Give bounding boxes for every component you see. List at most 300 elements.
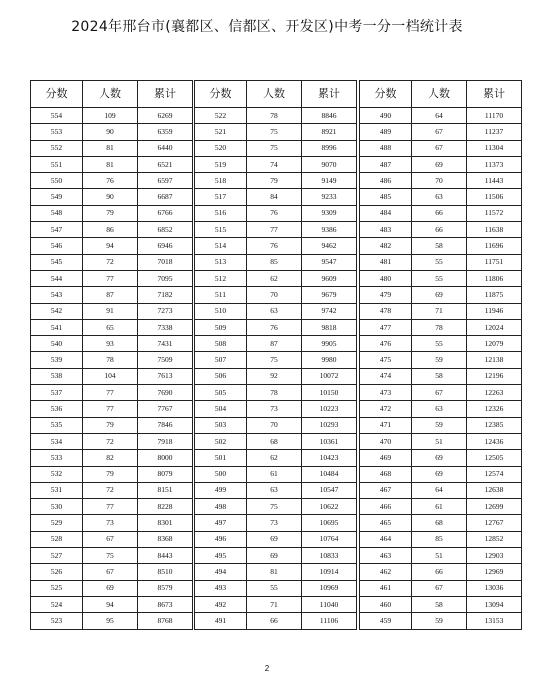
cumulative-cell: 9547 <box>302 254 357 270</box>
count-cell: 69 <box>83 580 138 596</box>
count-cell: 79 <box>247 173 302 189</box>
table-row <box>31 482 193 498</box>
table-row <box>360 336 522 352</box>
table-row <box>360 433 522 449</box>
table-row <box>360 368 522 384</box>
score-cell: 519 <box>195 156 247 172</box>
cumulative-cell: 10150 <box>302 385 357 401</box>
table-row <box>195 564 357 580</box>
score-cell: 462 <box>360 564 412 580</box>
count-cell: 81 <box>83 140 138 156</box>
count-cell: 81 <box>83 156 138 172</box>
cumulative-cell: 11237 <box>467 124 522 140</box>
score-cell: 533 <box>31 450 83 466</box>
count-cell: 90 <box>83 124 138 140</box>
score-cell: 510 <box>195 303 247 319</box>
score-cell: 471 <box>360 417 412 433</box>
page-title: 2024年邢台市(襄都区、信都区、开发区)中考一分一档统计表 <box>71 19 463 35</box>
count-cell: 87 <box>83 287 138 303</box>
cumulative-cell: 11106 <box>302 613 357 629</box>
count-cell: 51 <box>412 433 467 449</box>
count-cell: 92 <box>247 368 302 384</box>
header-cumulative: 累计 <box>467 81 522 108</box>
table-row <box>360 417 522 433</box>
cumulative-cell: 10484 <box>302 466 357 482</box>
cumulative-cell: 10695 <box>302 515 357 531</box>
count-cell: 62 <box>247 270 302 286</box>
cumulative-cell: 12903 <box>467 548 522 564</box>
score-cell: 491 <box>195 613 247 629</box>
table-header-row <box>195 81 357 108</box>
cumulative-cell: 11506 <box>467 189 522 205</box>
table-row <box>195 156 357 172</box>
table-row <box>195 319 357 335</box>
table-row <box>195 270 357 286</box>
score-cell: 473 <box>360 385 412 401</box>
count-cell: 67 <box>83 564 138 580</box>
table-row <box>360 108 522 124</box>
table-row <box>195 499 357 515</box>
score-table-2 <box>194 80 357 630</box>
count-cell: 62 <box>247 450 302 466</box>
count-cell: 95 <box>83 613 138 629</box>
cumulative-cell: 11751 <box>467 254 522 270</box>
score-cell: 492 <box>195 596 247 612</box>
score-cell: 554 <box>31 108 83 124</box>
header-score: 分数 <box>195 81 247 108</box>
score-cell: 553 <box>31 124 83 140</box>
count-cell: 76 <box>247 319 302 335</box>
table-row <box>31 531 193 547</box>
cumulative-cell: 11696 <box>467 238 522 254</box>
table-row <box>195 613 357 629</box>
cumulative-cell: 9980 <box>302 352 357 368</box>
score-cell: 529 <box>31 515 83 531</box>
score-cell: 489 <box>360 124 412 140</box>
count-cell: 55 <box>412 336 467 352</box>
score-cell: 466 <box>360 499 412 515</box>
score-cell: 537 <box>31 385 83 401</box>
table-row <box>360 580 522 596</box>
cumulative-cell: 7095 <box>138 270 193 286</box>
cumulative-cell: 10423 <box>302 450 357 466</box>
score-cell: 493 <box>195 580 247 596</box>
score-cell: 507 <box>195 352 247 368</box>
count-cell: 73 <box>247 515 302 531</box>
count-cell: 65 <box>83 319 138 335</box>
table-row <box>195 140 357 156</box>
score-cell: 468 <box>360 466 412 482</box>
cumulative-cell: 11040 <box>302 596 357 612</box>
count-cell: 66 <box>412 205 467 221</box>
cumulative-cell: 6440 <box>138 140 193 156</box>
score-cell: 499 <box>195 482 247 498</box>
count-cell: 67 <box>83 531 138 547</box>
table-row <box>195 596 357 612</box>
score-cell: 480 <box>360 270 412 286</box>
table-header-row <box>31 81 193 108</box>
cumulative-cell: 10833 <box>302 548 357 564</box>
score-cell: 474 <box>360 368 412 384</box>
score-cell: 475 <box>360 352 412 368</box>
score-cell: 531 <box>31 482 83 498</box>
table-row <box>195 368 357 384</box>
table-row <box>195 205 357 221</box>
cumulative-cell: 11443 <box>467 173 522 189</box>
table-row <box>31 108 193 124</box>
table-row <box>31 222 193 238</box>
score-cell: 506 <box>195 368 247 384</box>
score-cell: 497 <box>195 515 247 531</box>
table-row <box>195 482 357 498</box>
count-cell: 67 <box>412 124 467 140</box>
count-cell: 69 <box>412 450 467 466</box>
cumulative-cell: 11806 <box>467 270 522 286</box>
table-row <box>195 580 357 596</box>
count-cell: 68 <box>412 515 467 531</box>
count-cell: 82 <box>83 450 138 466</box>
count-cell: 93 <box>83 336 138 352</box>
cumulative-cell: 9233 <box>302 189 357 205</box>
table-row <box>360 287 522 303</box>
score-cell: 481 <box>360 254 412 270</box>
score-cell: 469 <box>360 450 412 466</box>
cumulative-cell: 6359 <box>138 124 193 140</box>
table-row <box>360 596 522 612</box>
table-row <box>360 319 522 335</box>
score-cell: 523 <box>31 613 83 629</box>
count-cell: 55 <box>412 254 467 270</box>
score-cell: 539 <box>31 352 83 368</box>
count-cell: 94 <box>83 596 138 612</box>
table-row <box>31 238 193 254</box>
score-cell: 463 <box>360 548 412 564</box>
cumulative-cell: 7509 <box>138 352 193 368</box>
cumulative-cell: 9070 <box>302 156 357 172</box>
cumulative-cell: 12969 <box>467 564 522 580</box>
table-row <box>195 222 357 238</box>
score-cell: 540 <box>31 336 83 352</box>
table-row <box>31 433 193 449</box>
table-row <box>360 205 522 221</box>
table-row <box>195 108 357 124</box>
score-cell: 535 <box>31 417 83 433</box>
score-cell: 484 <box>360 205 412 221</box>
cumulative-cell: 12767 <box>467 515 522 531</box>
table-row <box>195 352 357 368</box>
count-cell: 70 <box>247 287 302 303</box>
header-cumulative: 累计 <box>302 81 357 108</box>
table-row <box>31 173 193 189</box>
count-cell: 72 <box>83 254 138 270</box>
score-cell: 522 <box>195 108 247 124</box>
score-cell: 498 <box>195 499 247 515</box>
count-cell: 67 <box>412 580 467 596</box>
count-cell: 72 <box>83 433 138 449</box>
table-row <box>360 238 522 254</box>
cumulative-cell: 12436 <box>467 433 522 449</box>
table-row <box>31 466 193 482</box>
count-cell: 77 <box>83 270 138 286</box>
count-cell: 74 <box>247 156 302 172</box>
score-cell: 504 <box>195 401 247 417</box>
count-cell: 73 <box>247 401 302 417</box>
count-cell: 85 <box>247 254 302 270</box>
table-row <box>360 222 522 238</box>
score-table-3 <box>359 80 522 630</box>
cumulative-cell: 12326 <box>467 401 522 417</box>
score-cell: 513 <box>195 254 247 270</box>
table-row <box>360 613 522 629</box>
score-cell: 509 <box>195 319 247 335</box>
score-cell: 544 <box>31 270 83 286</box>
score-cell: 472 <box>360 401 412 417</box>
score-cell: 521 <box>195 124 247 140</box>
score-cell: 461 <box>360 580 412 596</box>
score-cell: 482 <box>360 238 412 254</box>
cumulative-cell: 10223 <box>302 401 357 417</box>
score-cell: 517 <box>195 189 247 205</box>
score-cell: 511 <box>195 287 247 303</box>
score-cell: 518 <box>195 173 247 189</box>
cumulative-cell: 10293 <box>302 417 357 433</box>
score-cell: 543 <box>31 287 83 303</box>
count-cell: 70 <box>247 417 302 433</box>
cumulative-cell: 9818 <box>302 319 357 335</box>
cumulative-cell: 9309 <box>302 205 357 221</box>
cumulative-cell: 7767 <box>138 401 193 417</box>
cumulative-cell: 7273 <box>138 303 193 319</box>
count-cell: 87 <box>247 336 302 352</box>
cumulative-cell: 12699 <box>467 499 522 515</box>
header-count: 人数 <box>412 81 467 108</box>
count-cell: 63 <box>247 482 302 498</box>
score-cell: 512 <box>195 270 247 286</box>
count-cell: 77 <box>83 401 138 417</box>
count-cell: 68 <box>247 433 302 449</box>
table-row <box>360 124 522 140</box>
cumulative-cell: 12079 <box>467 336 522 352</box>
cumulative-cell: 7182 <box>138 287 193 303</box>
score-cell: 545 <box>31 254 83 270</box>
count-cell: 104 <box>83 368 138 384</box>
table-row <box>31 319 193 335</box>
cumulative-cell: 8579 <box>138 580 193 596</box>
table-row <box>195 548 357 564</box>
count-cell: 78 <box>247 385 302 401</box>
table-row <box>31 515 193 531</box>
cumulative-cell: 8510 <box>138 564 193 580</box>
score-cell: 496 <box>195 531 247 547</box>
count-cell: 85 <box>412 531 467 547</box>
score-cell: 524 <box>31 596 83 612</box>
table-row <box>195 303 357 319</box>
table-row <box>360 466 522 482</box>
count-cell: 51 <box>412 548 467 564</box>
header-score: 分数 <box>31 81 83 108</box>
table-row <box>360 140 522 156</box>
count-cell: 69 <box>247 548 302 564</box>
cumulative-cell: 10914 <box>302 564 357 580</box>
table-row <box>360 499 522 515</box>
table-row <box>31 564 193 580</box>
score-cell: 541 <box>31 319 83 335</box>
cumulative-cell: 7018 <box>138 254 193 270</box>
cumulative-cell: 10622 <box>302 499 357 515</box>
score-cell: 486 <box>360 173 412 189</box>
cumulative-cell: 11373 <box>467 156 522 172</box>
count-cell: 79 <box>83 417 138 433</box>
cumulative-cell: 12385 <box>467 417 522 433</box>
score-cell: 534 <box>31 433 83 449</box>
cumulative-cell: 10547 <box>302 482 357 498</box>
table-row <box>31 205 193 221</box>
count-cell: 84 <box>247 189 302 205</box>
score-cell: 500 <box>195 466 247 482</box>
count-cell: 94 <box>83 238 138 254</box>
count-cell: 69 <box>412 466 467 482</box>
score-cell: 538 <box>31 368 83 384</box>
score-cell: 464 <box>360 531 412 547</box>
cumulative-cell: 6946 <box>138 238 193 254</box>
table-row <box>31 613 193 629</box>
score-cell: 485 <box>360 189 412 205</box>
count-cell: 81 <box>247 564 302 580</box>
table-row <box>360 401 522 417</box>
score-table-1 <box>30 80 193 630</box>
count-cell: 63 <box>412 189 467 205</box>
cumulative-cell: 8846 <box>302 108 357 124</box>
page-number: 2 <box>264 664 270 673</box>
count-cell: 78 <box>83 352 138 368</box>
count-cell: 61 <box>412 499 467 515</box>
score-cell: 549 <box>31 189 83 205</box>
score-cell: 525 <box>31 580 83 596</box>
count-cell: 90 <box>83 189 138 205</box>
cumulative-cell: 7431 <box>138 336 193 352</box>
table-row <box>31 189 193 205</box>
table-row <box>195 433 357 449</box>
score-cell: 514 <box>195 238 247 254</box>
table-row <box>31 352 193 368</box>
score-cell: 530 <box>31 499 83 515</box>
cumulative-cell: 9679 <box>302 287 357 303</box>
score-cell: 465 <box>360 515 412 531</box>
score-cell: 552 <box>31 140 83 156</box>
header-count: 人数 <box>247 81 302 108</box>
count-cell: 66 <box>412 564 467 580</box>
table-row <box>31 124 193 140</box>
cumulative-cell: 12852 <box>467 531 522 547</box>
cumulative-cell: 7338 <box>138 319 193 335</box>
cumulative-cell: 6687 <box>138 189 193 205</box>
cumulative-cell: 12638 <box>467 482 522 498</box>
cumulative-cell: 8768 <box>138 613 193 629</box>
cumulative-cell: 8000 <box>138 450 193 466</box>
cumulative-cell: 9905 <box>302 336 357 352</box>
table-row <box>195 466 357 482</box>
count-cell: 63 <box>412 401 467 417</box>
cumulative-cell: 8301 <box>138 515 193 531</box>
count-cell: 78 <box>412 319 467 335</box>
cumulative-cell: 12196 <box>467 368 522 384</box>
cumulative-cell: 10361 <box>302 433 357 449</box>
cumulative-cell: 8443 <box>138 548 193 564</box>
score-cell: 503 <box>195 417 247 433</box>
cumulative-cell: 9742 <box>302 303 357 319</box>
count-cell: 73 <box>83 515 138 531</box>
table-row <box>31 336 193 352</box>
table-row <box>31 368 193 384</box>
table-row <box>360 352 522 368</box>
score-cell: 520 <box>195 140 247 156</box>
count-cell: 58 <box>412 368 467 384</box>
count-cell: 75 <box>83 548 138 564</box>
cumulative-cell: 11946 <box>467 303 522 319</box>
cumulative-cell: 8151 <box>138 482 193 498</box>
score-cell: 527 <box>31 548 83 564</box>
cumulative-cell: 10969 <box>302 580 357 596</box>
count-cell: 77 <box>83 385 138 401</box>
count-cell: 69 <box>412 156 467 172</box>
count-cell: 67 <box>412 140 467 156</box>
cumulative-cell: 9609 <box>302 270 357 286</box>
score-cell: 547 <box>31 222 83 238</box>
count-cell: 64 <box>412 108 467 124</box>
count-cell: 66 <box>412 222 467 238</box>
table-row <box>195 401 357 417</box>
count-cell: 75 <box>247 124 302 140</box>
count-cell: 69 <box>412 287 467 303</box>
count-cell: 55 <box>247 580 302 596</box>
cumulative-cell: 6521 <box>138 156 193 172</box>
score-cell: 542 <box>31 303 83 319</box>
header-score: 分数 <box>360 81 412 108</box>
count-cell: 58 <box>412 596 467 612</box>
score-cell: 502 <box>195 433 247 449</box>
score-cell: 551 <box>31 156 83 172</box>
score-cell: 546 <box>31 238 83 254</box>
score-cell: 516 <box>195 205 247 221</box>
table-row <box>31 596 193 612</box>
table-header-row <box>360 81 522 108</box>
table-row <box>195 336 357 352</box>
cumulative-cell: 8673 <box>138 596 193 612</box>
count-cell: 69 <box>247 531 302 547</box>
cumulative-cell: 10072 <box>302 368 357 384</box>
cumulative-cell: 13153 <box>467 613 522 629</box>
cumulative-cell: 9149 <box>302 173 357 189</box>
count-cell: 71 <box>412 303 467 319</box>
cumulative-cell: 8921 <box>302 124 357 140</box>
score-cell: 548 <box>31 205 83 221</box>
table-row <box>195 189 357 205</box>
table-row <box>360 385 522 401</box>
cumulative-cell: 12505 <box>467 450 522 466</box>
count-cell: 70 <box>412 173 467 189</box>
table-row <box>195 385 357 401</box>
table-row <box>31 303 193 319</box>
count-cell: 71 <box>247 596 302 612</box>
score-cell: 488 <box>360 140 412 156</box>
score-cell: 460 <box>360 596 412 612</box>
score-cell: 508 <box>195 336 247 352</box>
count-cell: 64 <box>412 482 467 498</box>
table-row <box>31 499 193 515</box>
cumulative-cell: 12574 <box>467 466 522 482</box>
table-row <box>195 238 357 254</box>
table-row <box>31 270 193 286</box>
